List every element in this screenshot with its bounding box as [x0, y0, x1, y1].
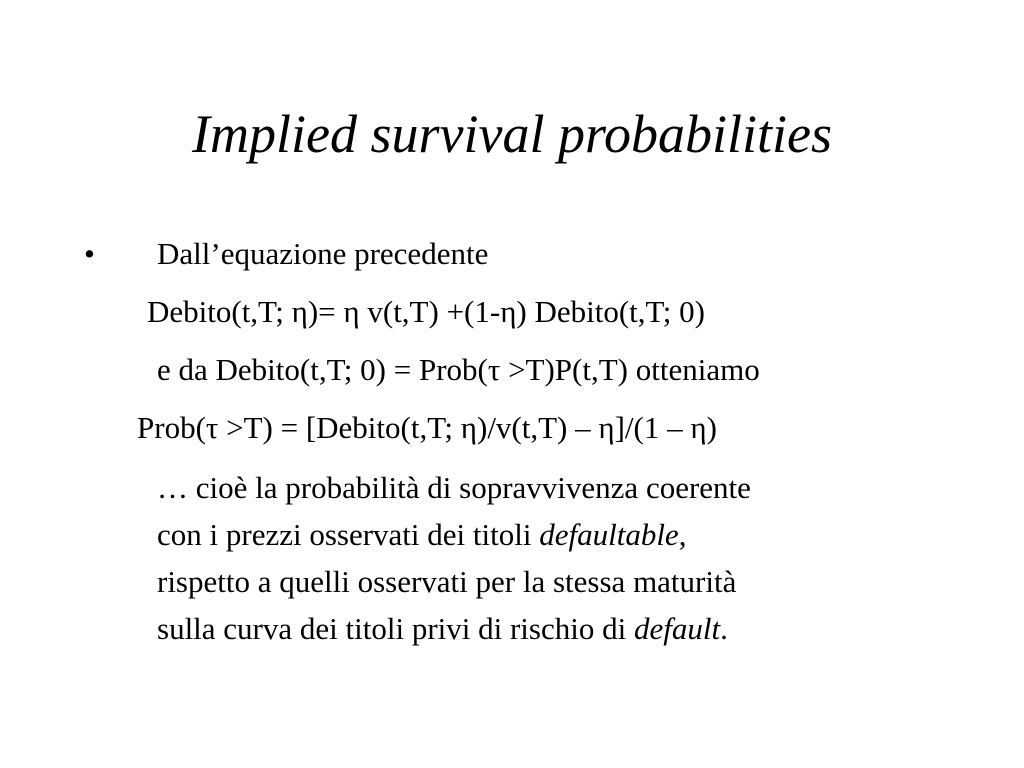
paragraph-line-2 — [157, 511, 957, 558]
paragraph-line-2-italic: defaultable — [539, 517, 679, 552]
equation-debito: Debito(t,T; η)= η v(t,T) +(1-η) Debito(t,T; 0) — [147, 294, 705, 329]
paragraph-line-4-after: . — [720, 611, 728, 646]
paragraph-line-2-after: , — [678, 517, 687, 552]
text-line-intro: Dall’equazione precedente — [157, 236, 489, 271]
paragraph-line-4-text: sulla curva dei titoli privi di rischio di — [157, 611, 634, 646]
paragraph-line-2-text: con i prezzi osservati dei titoli — [157, 517, 540, 552]
slide-title: Implied survival probabilities — [192, 104, 832, 164]
paragraph-line-1: … cioè la probabilità di sopravvivenza coerente — [157, 470, 751, 505]
text-line-condition: e da Debito(t,T; 0) = Prob(τ >T)P(t,T) otteniamo — [157, 352, 760, 387]
bullet-icon: • — [84, 236, 95, 271]
paragraph-line-3: rispetto a quelli osservati per la stessa maturità — [157, 564, 737, 599]
explanation-paragraph — [157, 464, 957, 652]
paragraph-line-4-italic: default — [633, 611, 721, 646]
paragraph-line-4 — [157, 605, 957, 652]
equation-probability: Prob(τ >T) = [Debito(t,T; η)/v(t,T) – η]/(1 – η) — [137, 410, 717, 445]
